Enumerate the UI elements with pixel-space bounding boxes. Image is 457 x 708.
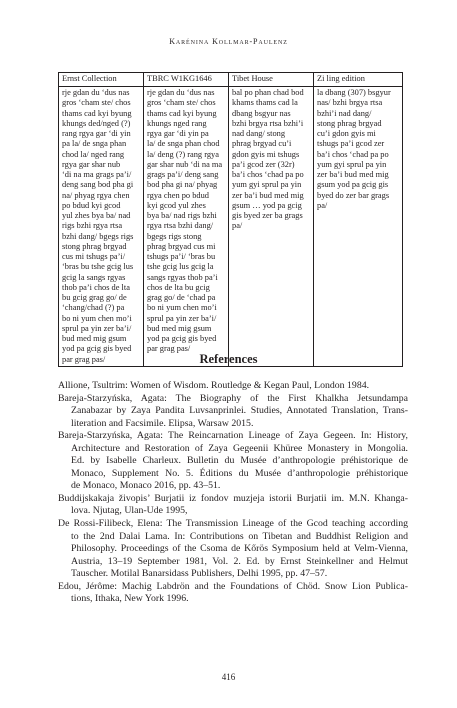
reference-entry [58, 380, 408, 393]
cell-line: grags pa’i/ deng sang [147, 170, 219, 179]
cell-line: bal po phan chad bod [232, 88, 304, 97]
column-header: Ernst Collection [59, 73, 144, 87]
cell-line: gdon gyis mi tshugs [232, 149, 300, 159]
reference-entry [58, 581, 408, 606]
reference-line: Monaco, Supplement No. 5. Éditions du Musée d’anthropologie préhistorique [71, 467, 408, 479]
cell-line: pa/ [317, 200, 328, 210]
cell-line: grag go/ de ‘chad pa [147, 293, 216, 302]
cell-line: ‘bras bu tshe gcig lus [62, 262, 134, 272]
cell-line: gcig la sangs rgyas [62, 272, 126, 282]
cell-line: gsum yod pa gcig gis [317, 180, 389, 190]
table-row [59, 87, 403, 367]
cell-line: ba’i chos ‘chad pa po [317, 149, 389, 159]
reference-line: Buddijskakaja živopis’ Burjatii iz fondov muzjeja istorii Burjatii im. M.N. Khanga- [58, 492, 408, 504]
cell-line: la dbang (307) bsgyur [317, 88, 391, 97]
cell-line: rje gdan du ‘dus nas [62, 88, 130, 97]
cell-line: bzhi dang/ bgegs rigs [62, 231, 134, 241]
cell-line: rgya rtsa bzhi dang/ [147, 221, 214, 231]
reference-line: Bareja-Starzyńska, Agata: The Reincarnation Lineage of Zaya Gegeen. In: History, [58, 430, 408, 442]
cell-line: bzhi’i nad dang/ [317, 108, 372, 118]
reference-line: De Rossi-Filibeck, Elena: The Transmission Lineage of the Gcod teaching according [58, 518, 408, 530]
cell-line: pa la/ de snga phan [62, 139, 127, 149]
column-header: Zi ling edition [314, 73, 403, 87]
cell-line: bo ni yum chen mo’i [62, 313, 132, 323]
cell-line: gros ‘cham ste/ chos [62, 98, 131, 108]
cell-line: zer ba’i bud med mig [232, 190, 304, 200]
cell-line: rang rgya gar ‘di yin [62, 129, 131, 138]
cell-line: sprul pa yin zer ba’i/ [147, 313, 217, 323]
column-header: TBRC W1KG1646 [144, 73, 229, 87]
page-number: 416 [221, 672, 236, 682]
reference-line: lova. Njutag, Ulan-Ude 1995, [71, 505, 188, 517]
cell-line: phrag brgyad cus mi [147, 241, 216, 251]
cell-line: bzhi brgya rtsa bzhi’i [232, 118, 304, 128]
cell-line: sangs rgyas thob pa’i [147, 272, 218, 282]
cell-line: bo ni yum chen mo’i [147, 303, 217, 313]
cell-line: yod pa gcig gis byed [147, 334, 217, 343]
cell-line: nad dang/ stong [232, 129, 286, 138]
cell-line: khams thams cad la [232, 98, 298, 108]
reference-line: literation and Facsimile. Elipsa, Warsaw 2015. [71, 417, 254, 429]
tbrc-cell [144, 87, 229, 367]
cell-line: chos de lta bu gcig [147, 282, 210, 292]
cell-line: la/ de snga phan chod [147, 139, 220, 149]
reference-line: Zanabazar by Zaya Pandita Luvsanprinlei. Studies, Annotated Translation, Trans- [71, 405, 408, 417]
reference-line: tions, Ithaka, New York 1996. [71, 593, 189, 605]
reference-line: Allione, Tsultrim: Women of Wisdom. Routledge & Kegan Paul, London 1984. [58, 380, 370, 391]
cell-line: par grag pas/ [147, 344, 191, 354]
reference-entry [58, 518, 408, 581]
cell-line: yul zhes bya ba/ nad [62, 211, 131, 220]
cell-line: gsum … yod pa gcig [232, 200, 302, 210]
cell-line: bu gcig grag go/ de [62, 293, 127, 302]
cell-line: na/ phyag rgya chen [62, 190, 130, 200]
cell-line: kyi gcod yul zhes [147, 200, 206, 210]
cell-line: nas/ bzhi brgya rtsa [317, 98, 383, 108]
cell-line: tshugs pa’i gcod zer [317, 139, 385, 149]
reference-entry [58, 393, 408, 431]
cell-line: yod pa gcig gis byed [62, 344, 132, 354]
references-list [58, 380, 408, 606]
cell-line: phrag brgyad cu’i [232, 139, 292, 149]
reference-line: Ed. by Isabelle Charleux. Bulletin du Musée d’anthropologie préhistorique de [71, 455, 408, 467]
cell-line: ‘di na ma grags pa’i/ [62, 170, 132, 179]
reference-entry [58, 430, 408, 493]
cell-line: cus mi tshugs pa’i/ [62, 252, 126, 261]
cell-line: la/ deng (?) rang rgya [147, 149, 219, 159]
cell-line: thob pa’i chos de lta [62, 282, 130, 292]
cell-line: pa/ [232, 221, 243, 231]
cell-line: rgya gar ‘di yin pa [147, 129, 209, 138]
cell-line: stong phrag brgyad [317, 118, 382, 128]
reference-line: to the 2nd Dalai Lama. In: Contributions on Tibetan and Buddhist Religion and [71, 530, 408, 542]
cell-line: thams cad kyi byung [62, 108, 132, 118]
cell-line: pa’i gcod zer (32r) [232, 159, 295, 169]
cell-line: thams cad kyi byung [147, 108, 217, 118]
cell-line: gros ‘cham ste/ chos [147, 98, 216, 108]
cell-line: stong phrag brgyad [62, 241, 127, 251]
cell-line: rigs bzhi rgya rtsa [62, 221, 123, 231]
cell-line: bya ba/ nad rigs bzhi [147, 211, 217, 220]
reference-line: Austria, 13–19 September 1981, Vol. 2. Ed. by Ernst Steinkellner and Helmut [71, 555, 408, 567]
cell-line: rgya chen po bdud [147, 190, 209, 200]
cell-line: yum gyi sprul pa yin [232, 180, 302, 190]
cell-line: khungs nged rang [147, 118, 207, 128]
reference-line: Bareja-Starzyńska, Agata: The Biography of the First Khalkha Jetsundampa [58, 392, 408, 404]
zi-ling-cell [314, 87, 403, 367]
table-header-row [59, 73, 403, 87]
reference-entry [58, 493, 408, 518]
cell-line: tshugs pa’i/ ‘bras bu [147, 252, 216, 261]
edition-comparison-table [58, 72, 403, 367]
cell-line: gis byed zer ba grags [232, 211, 303, 220]
reference-line: Edou, Jérôme: Machig Labdrön and the Foundations of Chöd. Snow Lion Publica- [58, 580, 408, 592]
cell-line: ba’i chos ‘chad pa po [232, 170, 304, 179]
cell-line: zer ba’i bud med mig [317, 170, 389, 179]
cell-line: ‘chang/chad (?) pa [62, 303, 125, 313]
reference-line: Philosophy. Proceedings of the Csoma de Kőrös Symposium held at Velm-Vienna, [71, 543, 408, 555]
cell-line: khungs ded/nged (?) [62, 118, 131, 128]
cell-line: tshe gcig lus gcig la [147, 262, 214, 272]
reference-line: Tauscher. Motilal Banarsidass Publishers, Delhi 1995, pp. 47–57. [71, 568, 328, 580]
cell-line: bod pha gi na/ phyag [147, 180, 218, 190]
cell-line: cu’i gdon gyis mi [317, 129, 376, 138]
cell-line: bgegs rigs stong [147, 231, 202, 241]
cell-line: bud med mig gsum [62, 334, 127, 343]
reference-line: de Monaco, Monaco 2016, pp. 43–51. [71, 480, 221, 492]
reference-line: Architecture and Restoration of Zaya Gegeenii Khüree Monastery in Mongolia. [71, 442, 408, 454]
cell-line: dbang bsgyur nas [232, 108, 291, 118]
cell-line: rgya gar shar nub [62, 159, 121, 169]
column-header: Tibet House [229, 73, 314, 87]
cell-line: po bdud kyi gcod [62, 200, 121, 210]
cell-line: chod la/ nged rang [62, 149, 125, 159]
running-head: Karénina Kollmar-Paulenz [169, 37, 288, 46]
cell-line: deng sang bod pha gi [62, 180, 134, 190]
cell-line: sprul pa yin zer ba’i/ [62, 323, 132, 333]
cell-line: gar shar nub ‘di na ma [147, 159, 223, 169]
ernst-collection-cell [59, 87, 144, 367]
cell-line: rje gdan du ‘dus nas [147, 88, 215, 97]
cell-line: par grag pas/ [62, 354, 106, 364]
cell-line: yum gyi sprul pa yin [317, 159, 387, 169]
references-heading: References [199, 352, 258, 366]
tibet-house-cell [229, 87, 314, 367]
cell-line: bud med mig gsum [147, 323, 212, 333]
cell-line: byed do zer bar grags [317, 190, 390, 200]
